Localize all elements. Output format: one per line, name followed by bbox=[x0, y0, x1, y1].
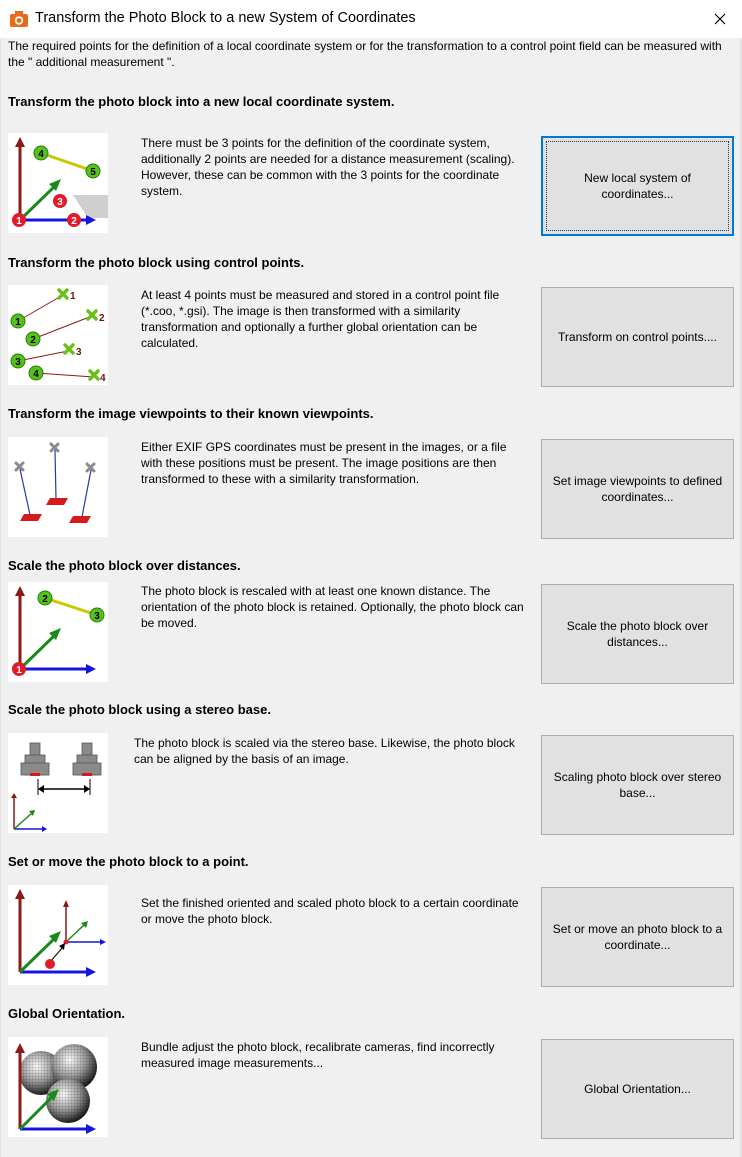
point-label: 4 bbox=[38, 149, 44, 160]
scale-over-distances-button[interactable] bbox=[541, 584, 734, 684]
transform-control-points-button[interactable] bbox=[541, 287, 734, 387]
new-local-system-button[interactable] bbox=[541, 136, 734, 236]
section-heading-local-system: Transform the photo block into a new local coordinate system. bbox=[8, 94, 395, 109]
section-description-control-points: At least 4 points must be measured and stored in a control point file (*.coo, *.gsi). The image is then transformed with a similarity transformation and optionally a further global orientation can be calculated. bbox=[141, 288, 500, 350]
app-camera-icon bbox=[9, 9, 29, 29]
button-label: Global Orientation... bbox=[584, 1082, 691, 1096]
intro-text: The required points for the definition of a local coordinate system or for the transformation to a control point field can be measured with the " additional measurement ". bbox=[8, 39, 722, 69]
section-description-global-orientation: Bundle adjust the photo block, recalibrate cameras, find incorrectly measured image measurements... bbox=[141, 1040, 495, 1070]
section-heading-move-block: Set or move the photo block to a point. bbox=[8, 854, 249, 869]
set-move-block-button[interactable] bbox=[541, 887, 734, 987]
button-label: Scale the photo block over distances... bbox=[566, 619, 709, 649]
point-label: 4 bbox=[33, 369, 39, 380]
point-label: 2 bbox=[30, 335, 36, 346]
button-label: Scaling photo block over stereo base... bbox=[553, 770, 722, 800]
point-label: 2 bbox=[42, 594, 48, 605]
window-title: Transform the Photo Block to a new System of Coordinates bbox=[35, 10, 416, 26]
section-description-move-block: Set the finished oriented and scaled photo block to a certain coordinate or move the photo block. bbox=[141, 896, 519, 926]
scale-distances-figure bbox=[8, 582, 108, 682]
set-image-viewpoints-button[interactable] bbox=[541, 439, 734, 539]
section-description-viewpoints: Either EXIF GPS coordinates must be present in the images, or a file with these positions must be present. The image positions are then transformed to these with a similarity transformation. bbox=[141, 440, 507, 486]
close-button[interactable] bbox=[697, 0, 742, 38]
point-label: 1 bbox=[70, 291, 76, 302]
point-label: 1 bbox=[16, 216, 22, 227]
point-label: 1 bbox=[15, 317, 21, 328]
global-orientation-button[interactable] bbox=[541, 1039, 734, 1139]
point-label: 3 bbox=[76, 347, 82, 358]
section-heading-control-points: Transform the photo block using control points. bbox=[8, 255, 305, 270]
section-description-scale-distances: The photo block is rescaled with at least one known distance. The orientation of the photo block is retained. Optionally, the photo block can be moved. bbox=[141, 584, 524, 630]
section-heading-viewpoints: Transform the image viewpoints to their known viewpoints. bbox=[8, 406, 374, 421]
stereo-base-figure bbox=[8, 733, 108, 833]
scaling-stereo-base-button[interactable] bbox=[541, 735, 734, 835]
viewpoints-figure bbox=[8, 437, 108, 537]
point-label: 2 bbox=[71, 216, 77, 227]
button-label: Transform on control points.... bbox=[558, 330, 717, 344]
button-label: New local system of coordinates... bbox=[584, 171, 691, 201]
point-label: 2 bbox=[99, 313, 105, 324]
section-description-local-system: There must be 3 points for the definition of the coordinate system, additionally 2 points are needed for a distance measurement (scaling). However, these can be common with the 3 points for the coordinate system. bbox=[141, 136, 515, 198]
close-icon bbox=[714, 13, 726, 25]
title-bar bbox=[0, 0, 742, 38]
point-label: 3 bbox=[15, 357, 21, 368]
point-label: 4 bbox=[100, 373, 106, 384]
point-label: 3 bbox=[94, 611, 100, 622]
button-label: Set or move an photo block to a coordinate... bbox=[552, 922, 723, 952]
point-label: 3 bbox=[57, 197, 63, 208]
move-block-figure bbox=[8, 885, 108, 985]
section-description-stereo-base: The photo block is scaled via the stereo base. Likewise, the photo block can be aligned by the basis of an image. bbox=[134, 736, 515, 766]
point-label: 5 bbox=[90, 167, 96, 178]
button-label: Set image viewpoints to defined coordinates... bbox=[552, 474, 723, 504]
global-orientation-figure bbox=[8, 1037, 108, 1137]
section-heading-scale-distances: Scale the photo block over distances. bbox=[8, 558, 241, 573]
section-heading-stereo-base: Scale the photo block using a stereo base. bbox=[8, 702, 271, 717]
point-label: 1 bbox=[16, 665, 22, 676]
section-heading-global-orientation: Global Orientation. bbox=[8, 1006, 126, 1021]
control-points-figure bbox=[8, 285, 108, 385]
local-system-figure bbox=[8, 133, 108, 233]
